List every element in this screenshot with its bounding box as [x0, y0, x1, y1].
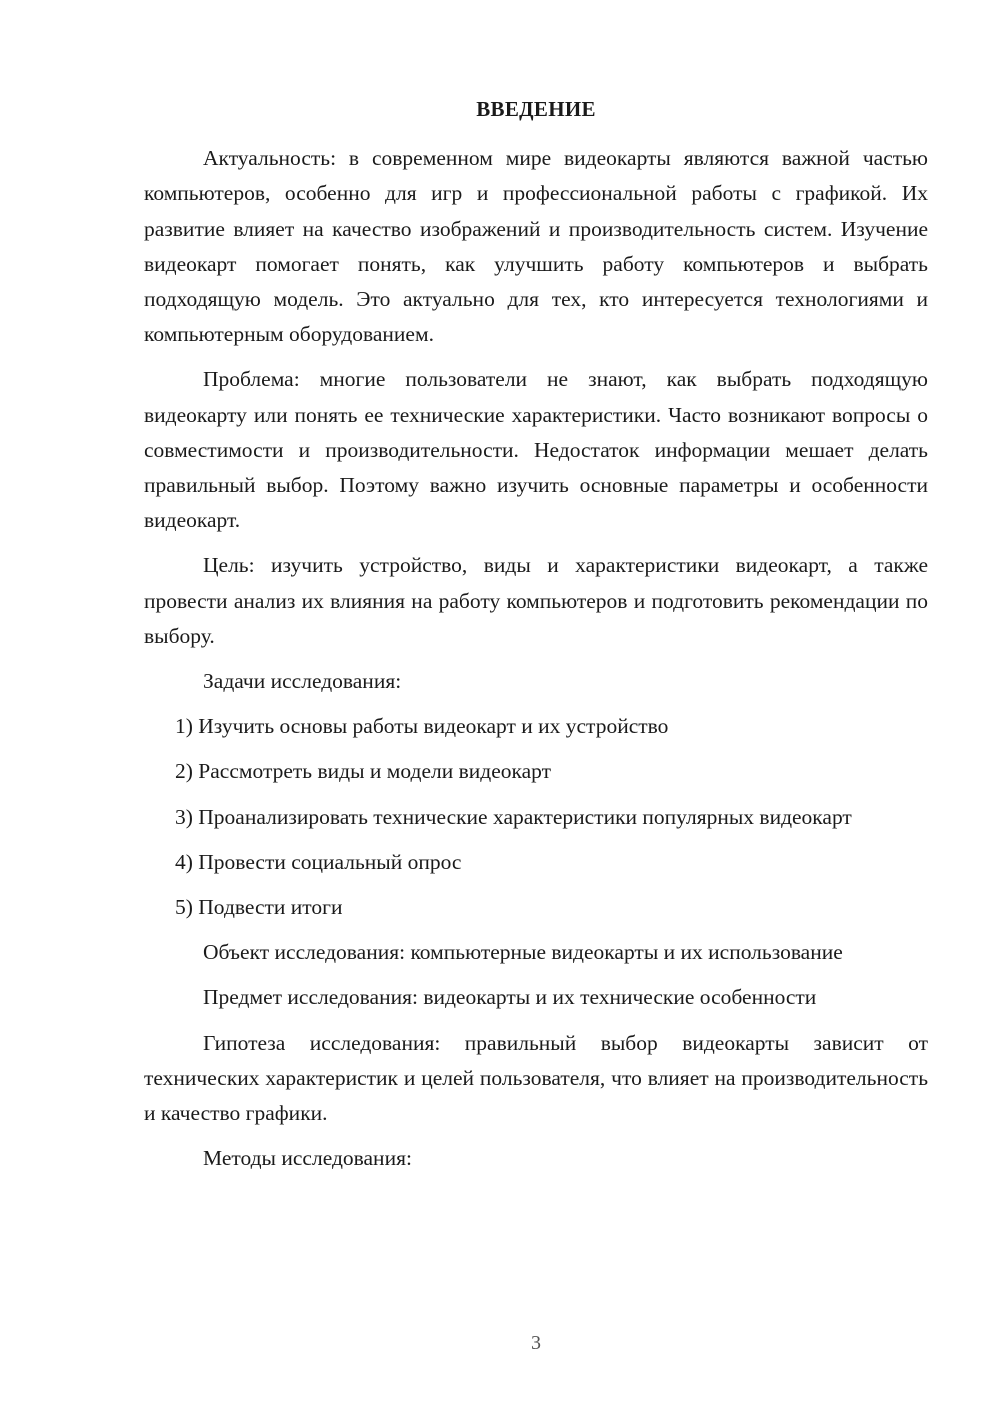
task-item-1: 1) Изучить основы работы видеокарт и их устройство: [175, 714, 669, 739]
problem-paragraph: Проблема: многие пользователи не знают, как выбрать подходящую видеокарту или понять ее технические характеристики. Часто возникают вопросы о совместимости и производительности. Недостаток информации мешает делать правильный выбор. Поэтому важно изучить основные параметры и особенности видеокарт.: [144, 367, 928, 533]
methods-heading: Методы исследования:: [203, 1146, 412, 1171]
subject-paragraph: Предмет исследования: видеокарты и их технические особенности: [203, 985, 817, 1010]
tasks-heading: Задачи исследования:: [203, 669, 402, 694]
page-number: 3: [531, 1332, 541, 1354]
document-page: [144, 92, 928, 1186]
object-paragraph: Объект исследования: компьютерные видеокарты и их использование: [203, 940, 843, 965]
relevance-paragraph: Актуальность: в современном мире видеокарты являются важной частью компьютеров, особенно для игр и профессиональной работы с графикой. Их развитие влияет на качество изображений и производительность систем. Изучение видеокарт помогает понять, как улучшить работу компьютеров и выбрать подходящую модель. Это актуально для тех, кто интересуется технологиями и компьютерным оборудованием.: [144, 146, 928, 347]
task-item-2: 2) Рассмотреть виды и модели видеокарт: [175, 759, 552, 784]
task-item-4: 4) Провести социальный опрос: [175, 849, 462, 874]
goal-paragraph: Цель: изучить устройство, виды и характеристики видеокарт, а также провести анализ их влияния на работу компьютеров и подготовить рекомендации по выбору.: [144, 553, 928, 648]
section-title: ВВЕДЕНИЕ: [476, 97, 596, 121]
task-item-5: 5) Подвести итоги: [175, 895, 343, 920]
task-item-3: 3) Проанализировать технические характеристики популярных видеокарт: [175, 804, 852, 829]
hypothesis-paragraph: Гипотеза исследования: правильный выбор видеокарты зависит от технических характеристик и целей пользователя, что влияет на производительность и качество графики.: [144, 1030, 928, 1126]
